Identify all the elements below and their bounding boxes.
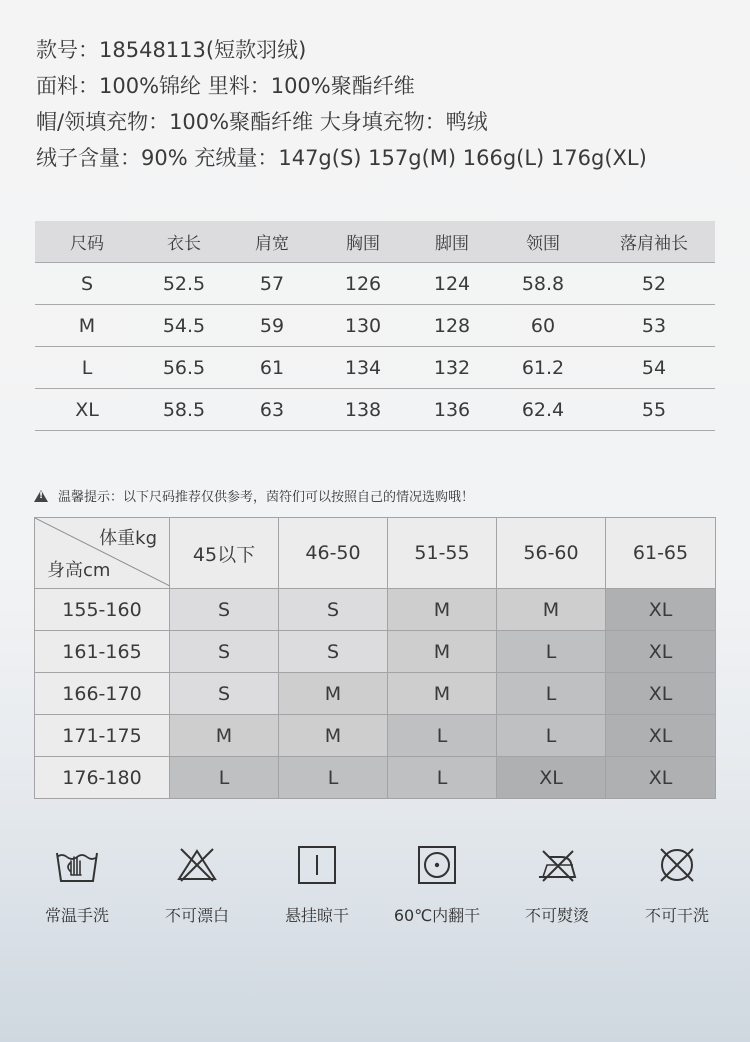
table-cell: 61: [229, 347, 315, 389]
header-hem: 脚围: [411, 221, 493, 263]
filling-info: 帽/领填充物：100%聚酯纤维 大身填充物：鸭绒: [36, 110, 488, 134]
table-row: [35, 715, 716, 757]
table-cell: S: [35, 263, 139, 305]
care-label: 60℃内翻干: [393, 906, 481, 925]
height-cell: 155-160: [35, 589, 170, 631]
hang-dry-icon: [295, 845, 339, 885]
size-cell: S: [279, 631, 388, 673]
care-label: 不可熨烫: [524, 906, 589, 925]
weight-label: 体重kg: [99, 528, 157, 549]
size-cell: XL: [606, 673, 716, 715]
table-cell: 58.8: [493, 263, 593, 305]
size-cell: S: [279, 589, 388, 631]
table-cell: 56.5: [139, 347, 229, 389]
product-info: [36, 32, 726, 176]
size-table-header: [35, 221, 715, 263]
table-cell: 136: [411, 389, 493, 431]
header-sleeve: 落肩袖长: [593, 221, 715, 263]
size-cell: L: [170, 757, 279, 799]
height-cell: 176-180: [35, 757, 170, 799]
size-cell: XL: [497, 757, 606, 799]
table-cell: 61.2: [493, 347, 593, 389]
care-item: [377, 845, 497, 926]
size-cell: M: [388, 589, 497, 631]
size-cell: XL: [606, 631, 716, 673]
size-cell: M: [279, 715, 388, 757]
table-cell: 58.5: [139, 389, 229, 431]
height-label: 身高cm: [47, 560, 111, 581]
table-cell: 57: [229, 263, 315, 305]
table-cell: 54: [593, 347, 715, 389]
table-cell: 134: [315, 347, 411, 389]
weight-column: 56-60: [497, 518, 606, 589]
size-cell: M: [497, 589, 606, 631]
size-tip: [34, 486, 474, 505]
table-cell: 62.4: [493, 389, 593, 431]
table-cell: 52: [593, 263, 715, 305]
height-cell: 171-175: [35, 715, 170, 757]
care-label: 悬挂晾干: [284, 906, 349, 925]
care-label: 不可漂白: [164, 906, 229, 925]
size-table: [35, 221, 715, 431]
header-shoulder: 肩宽: [229, 221, 315, 263]
no-iron-icon: [535, 845, 579, 885]
hand-wash-icon: [55, 845, 99, 885]
table-cell: 126: [315, 263, 411, 305]
size-cell: L: [388, 715, 497, 757]
no-dry-clean-icon: [655, 845, 699, 885]
style-number: 款号：18548113(短款羽绒): [36, 38, 307, 62]
table-cell: XL: [35, 389, 139, 431]
size-cell: S: [170, 589, 279, 631]
table-cell: 128: [411, 305, 493, 347]
table-cell: 63: [229, 389, 315, 431]
corner-header: [35, 518, 170, 589]
size-cell: M: [388, 673, 497, 715]
size-cell: M: [388, 631, 497, 673]
care-item: [497, 845, 617, 926]
care-instructions: [17, 845, 737, 926]
size-cell: L: [497, 631, 606, 673]
table-cell: 52.5: [139, 263, 229, 305]
size-cell: L: [388, 757, 497, 799]
size-cell: XL: [606, 715, 716, 757]
table-row: [35, 631, 716, 673]
header-length: 衣长: [139, 221, 229, 263]
size-cell: L: [279, 757, 388, 799]
care-label: 常温手洗: [44, 906, 109, 925]
table-cell: 138: [315, 389, 411, 431]
table-cell: 130: [315, 305, 411, 347]
recommendation-table: [34, 517, 716, 799]
tip-text: 温馨提示：以下尺码推荐仅供参考，茵符们可以按照自己的情况选购哦！: [58, 490, 475, 505]
fabric-info: 面料：100%锦纶 里料：100%聚酯纤维: [36, 74, 415, 98]
table-cell: 54.5: [139, 305, 229, 347]
recommendation-header: [35, 518, 716, 589]
table-cell: 132: [411, 347, 493, 389]
care-item: [257, 845, 377, 926]
table-cell: L: [35, 347, 139, 389]
header-chest: 胸围: [315, 221, 411, 263]
height-cell: 161-165: [35, 631, 170, 673]
table-row: [35, 263, 715, 305]
weight-column: 51-55: [388, 518, 497, 589]
warning-icon: [34, 490, 48, 502]
table-cell: M: [35, 305, 139, 347]
height-cell: 166-170: [35, 673, 170, 715]
table-cell: 59: [229, 305, 315, 347]
care-label: 不可干洗: [644, 906, 709, 925]
table-cell: 124: [411, 263, 493, 305]
weight-column: 45以下: [170, 518, 279, 589]
table-row: [35, 305, 715, 347]
table-cell: 55: [593, 389, 715, 431]
table-row: [35, 389, 715, 431]
table-cell: 53: [593, 305, 715, 347]
size-cell: S: [170, 673, 279, 715]
size-cell: M: [279, 673, 388, 715]
table-row: [35, 673, 716, 715]
table-cell: 60: [493, 305, 593, 347]
size-cell: L: [497, 673, 606, 715]
weight-column: 61-65: [606, 518, 716, 589]
care-item: [137, 845, 257, 926]
size-cell: M: [170, 715, 279, 757]
down-content-info: 绒子含量：90% 充绒量：147g(S) 157g(M) 166g(L) 176g(XL): [36, 146, 647, 170]
size-cell: XL: [606, 589, 716, 631]
no-bleach-icon: [175, 845, 219, 885]
care-item: [617, 845, 737, 926]
table-row: [35, 589, 716, 631]
care-item: [17, 845, 137, 926]
table-row: [35, 347, 715, 389]
size-cell: XL: [606, 757, 716, 799]
header-size: 尺码: [35, 221, 139, 263]
weight-column: 46-50: [279, 518, 388, 589]
tumble-dry-icon: [415, 845, 459, 885]
size-cell: S: [170, 631, 279, 673]
header-collar: 领围: [493, 221, 593, 263]
size-cell: L: [497, 715, 606, 757]
table-row: [35, 757, 716, 799]
